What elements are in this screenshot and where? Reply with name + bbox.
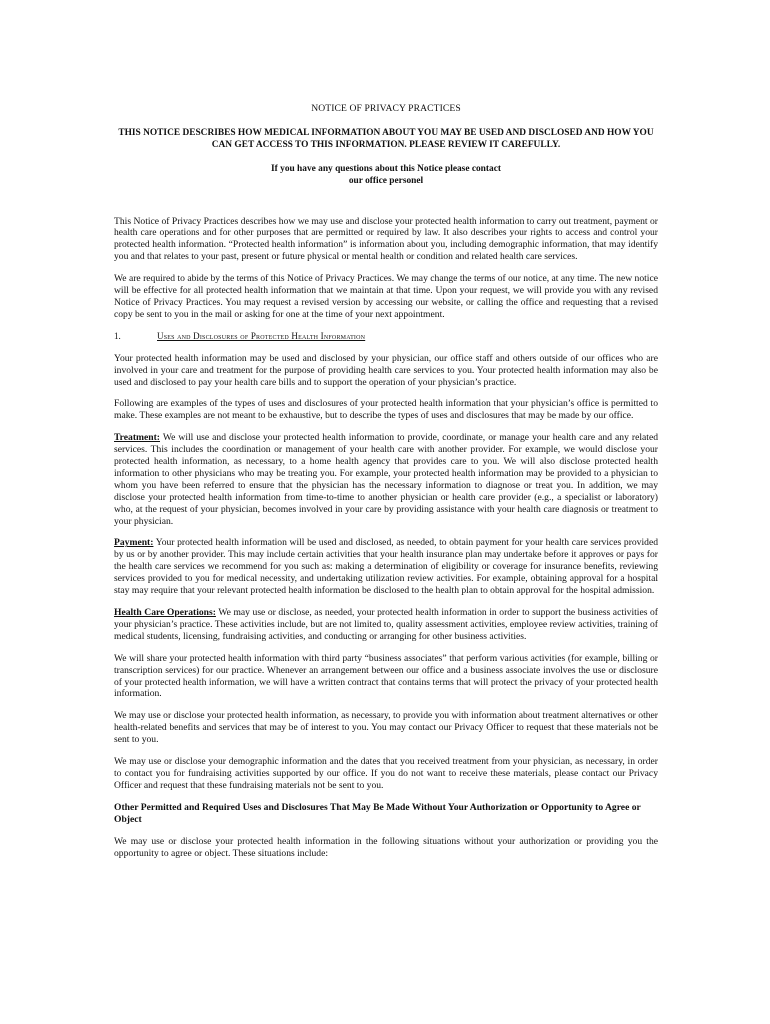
treatment-paragraph xyxy=(114,432,658,527)
operations-paragraph xyxy=(114,607,658,643)
section-number: 1. xyxy=(114,330,121,341)
contact-note xyxy=(114,164,658,188)
section-heading xyxy=(114,331,658,343)
payment-label: Payment: xyxy=(114,537,154,549)
document-title: NOTICE OF PRIVACY PRACTICES xyxy=(311,103,461,114)
body-paragraph: Following are examples of the types of uses and disclosures of your protected health information that your physician’s office is permitted to make. These examples are not meant to be exhaustive, but to describe the types of uses and disclosures that may be made by our office. xyxy=(114,398,658,422)
body-paragraph: We will share your protected health information with third party “business associates” that perform various activities (for example, billing or transcription services) for our practice. Whenever an arrangement between our office and a business associate involves the use or disclosure of your protected health information, we will have a written contract that contains terms that will protect the privacy of your protected health information. xyxy=(114,652,658,700)
final-paragraph: We may use or disclose your protected health information in the following situations without your authorization or providing you the opportunity to agree or object. These situations include: xyxy=(114,835,658,859)
payment-paragraph xyxy=(114,537,658,597)
contact-line: our office personel xyxy=(348,175,424,186)
operations-text: We may use or disclose, as needed, your protected health information in order to support the business activities of your physician’s practice. These activities include, but are not limited to, quality assessment activities, employee review activities, training of medical students, licensing, fundraising activities, and conducting or arranging for other business activities. xyxy=(114,607,658,642)
treatment-label: Treatment: xyxy=(114,432,160,444)
body-paragraph: Your protected health information may be used and disclosed by your physician, our office staff and others outside of our offices who are involved in your care and treatment for the purpose of providing health care services to you. Your protected health information may also be used and disclosed to pay your health care bills and to support the operation of your physician’s practice. xyxy=(114,352,658,388)
payment-text: Your protected health information will be used and disclosed, as needed, to obtain payment for your health care services provided by us or by another provider. This may include certain activities that your health insurance plan may undertake before it approves or pays for the health care services we recommend for you such as: making a determination of eligibility or coverage for insurance benefits, reviewing services provided to you for medical necessity, and undertaking utilization review activities. For example, obtaining approval for a hospital stay may require that your relevant protected health information be disclosed to the health plan to obtain approval for the hospital admission. xyxy=(114,537,658,597)
contact-line: If you have any questions about this Notice please contact xyxy=(271,163,501,174)
other-uses-heading: Other Permitted and Required Uses and Disclosures That May Be Made Without Your Authorization or Opportunity to Agree or Object xyxy=(114,801,641,825)
intro-paragraph: We are required to abide by the terms of this Notice of Privacy Practices. We may change the terms of our notice, at any time. The new notice will be effective for all protected health information that we maintain at that time. Upon your request, we will provide you with any revised Notice of Privacy Practices. You may request a revised version by accessing our website, or calling the office and requesting that a revised copy be sent to you in the mail or asking for one at the time of your next appointment. xyxy=(114,273,658,320)
operations-label: Health Care Operations: xyxy=(114,607,216,618)
body-paragraph: We may use or disclose your protected health information, as necessary, to provide you with information about treatment alternatives or other health-related benefits and services that may be of interest to you. You may contact our Privacy Officer to request that these materials not be sent to you. xyxy=(114,710,658,746)
section-title: Uses and Disclosures of Protected Health Information xyxy=(157,330,366,341)
document-body xyxy=(114,103,658,869)
body-paragraph: We may use or disclose your demographic information and the dates that you received treatment from your physician, as necessary, in order to contact you for fundraising activities supported by our office. If you do not want to receive these materials, please contact our Privacy Officer and request that these fundraising materials not be sent to you. xyxy=(114,756,658,791)
intro-paragraph: This Notice of Privacy Practices describes how we may use and disclose your protected health information to carry out treatment, payment or health care operations and for other purposes that are permitted or required by law. It also describes your rights to access and control your protected health information. “Protected health information” is information about you, including demographic information, that may identify you and that relates to your past, present or future physical or mental health or condition and related health care services. xyxy=(114,215,658,263)
document-subtitle: THIS NOTICE DESCRIBES HOW MEDICAL INFORMATION ABOUT YOU MAY BE USED AND DISCLOSED AND HOW YOU CAN GET ACCESS TO THIS INFORMATION. PLEASE REVIEW IT CAREFULLY. xyxy=(118,127,654,150)
treatment-text: We will use and disclose your protected health information to provide, coordinate, or manage your health care and any related services. This includes the coordination or management of your health care with another provider. For example, we would disclose your protected health information, as necessary, to a home health agency that provides care to you. We will also disclose protected health information to other physicians who may be treating you. For example, your protected health information may be provided to a physician to whom you have been referred to ensure that the physician has the necessary information to diagnose or treat you. In addition, we may disclose your protected health information from time-to-time to another physician or health care provider (e.g., a specialist or laboratory) who, at the request of your physician, becomes involved in your care by providing assistance with your health care diagnosis or treatment to your physician. xyxy=(114,432,658,527)
